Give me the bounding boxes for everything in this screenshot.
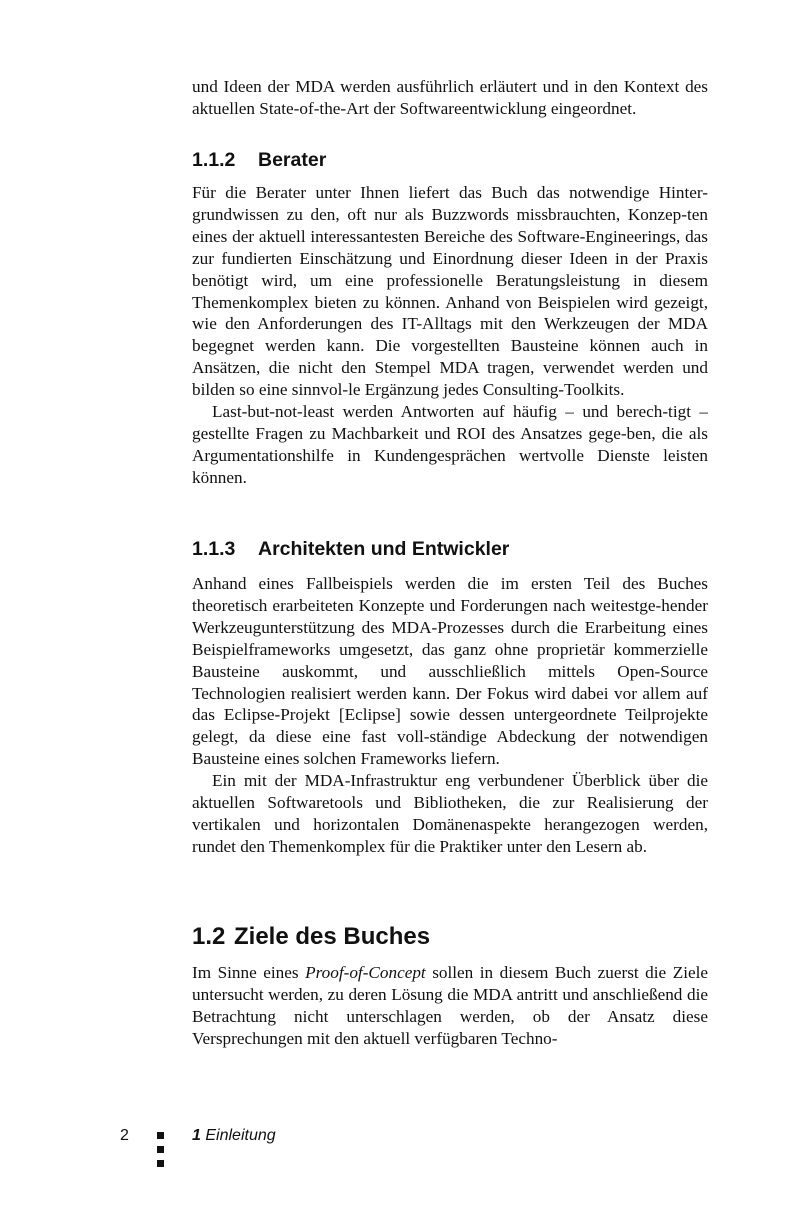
square-marker-icon [157, 1160, 164, 1167]
chapter-title: Einleitung [205, 1127, 276, 1144]
paragraph: Für die Berater unter Ihnen liefert das Buch das notwendige Hinter-grundwissen zu den, oft nur als Buzzwords missbrauchten, Konzep-ten eines der aktuell interessantesten Bereiche des Software-Engineerings, das zur fundierten Einschätzung und Einordnung dieser Ideen in der Praxis benötigt wird, um eine professionelle Beratungsleistung in diesem Themenkomplex bieten zu können. Anhand von Beispielen wird gezeigt, wie den Anforderungen des IT-Alltags mit den Werkzeugen der MDA begegnet werden kann. Die vorgestellten Bausteine können auch in Ansätzen, die nicht den Stempel MDA tragen, verwendet werden und bilden so eine sinnvol-le Ergänzung jedes Consulting-Toolkits. [192, 183, 708, 400]
text-column [192, 76, 708, 1048]
section-body-1-1-2 [192, 182, 708, 489]
section-number: 1.2 [192, 923, 226, 950]
section-body-1-2 [192, 962, 708, 1050]
section-title: Architekten und Entwickler [258, 538, 510, 560]
paragraph: Ein mit der MDA-Infrastruktur eng verbundener Überblick über die aktuellen Softwaretools und Bibliotheken, die zur Realisierung der vertikalen und horizontalen Domänenaspekte herangezogen werden, rundet den Themenkomplex für die Praktiker unter den Lesern ab. [192, 771, 708, 856]
page-number: 2 [120, 1127, 129, 1144]
section-heading-1-1-3 [192, 537, 509, 561]
section-number: 1.1.2 [192, 149, 236, 171]
page-footer [0, 1126, 800, 1186]
intro-paragraph: und Ideen der MDA werden ausführlich erläutert und in den Kontext des aktuellen State-of-the-Art der Softwareentwicklung eingeordnet. [192, 77, 708, 118]
paragraph [192, 962, 708, 1050]
section-title: Ziele des Buches [234, 923, 431, 950]
section-heading-1-2 [192, 922, 430, 952]
square-marker-icon [157, 1146, 164, 1153]
running-title [192, 1126, 276, 1146]
section-body-1-1-3 [192, 573, 708, 858]
section-heading-1-1-2 [192, 148, 326, 172]
section-title: Berater [258, 149, 327, 171]
text-run: sollen in diesem Buch zuerst die Ziele untersucht werden, zu deren Lösung die MDA antritt und anschließend die Betrachtung nicht unterschlagen werden, ob der Ansatz diese Versprechungen mit den aktuell verfügbaren Techno- [192, 963, 708, 1048]
emphasis-text: Proof-of-Concept [305, 963, 426, 982]
chapter-number: 1 [192, 1127, 201, 1144]
text-run: Im Sinne eines [192, 963, 306, 982]
paragraph: Last-but-not-least werden Antworten auf häufig – und berech-tigt – gestellte Fragen zu Machbarkeit und ROI des Ansatzes gege-ben, die als Argumentationshilfe in Kundengesprächen wertvolle Dienste leisten können. [192, 402, 708, 487]
square-marker-icon [157, 1132, 164, 1139]
section-number: 1.1.3 [192, 538, 236, 560]
paragraph: Anhand eines Fallbeispiels werden die im ersten Teil des Buches theoretisch erarbeiteten Konzepte und Forderungen nach weitestge-hender Werkzeugunterstützung des MDA-Prozesses durch die Erarbeitung eines Beispielframeworks umgesetzt, das ganz ohne proprietär kommerzielle Bausteine auskommt, und ausschließlich mittels Open-Source Technologien realisiert werden kann. Der Fokus wird dabei vor allem auf das Eclipse-Projekt [Eclipse] sowie dessen untergeordnete Teilprojekte gelegt, da diese eine fast voll-ständige Abdeckung der notwendigen Bausteine eines solchen Frameworks liefern. [192, 574, 708, 769]
